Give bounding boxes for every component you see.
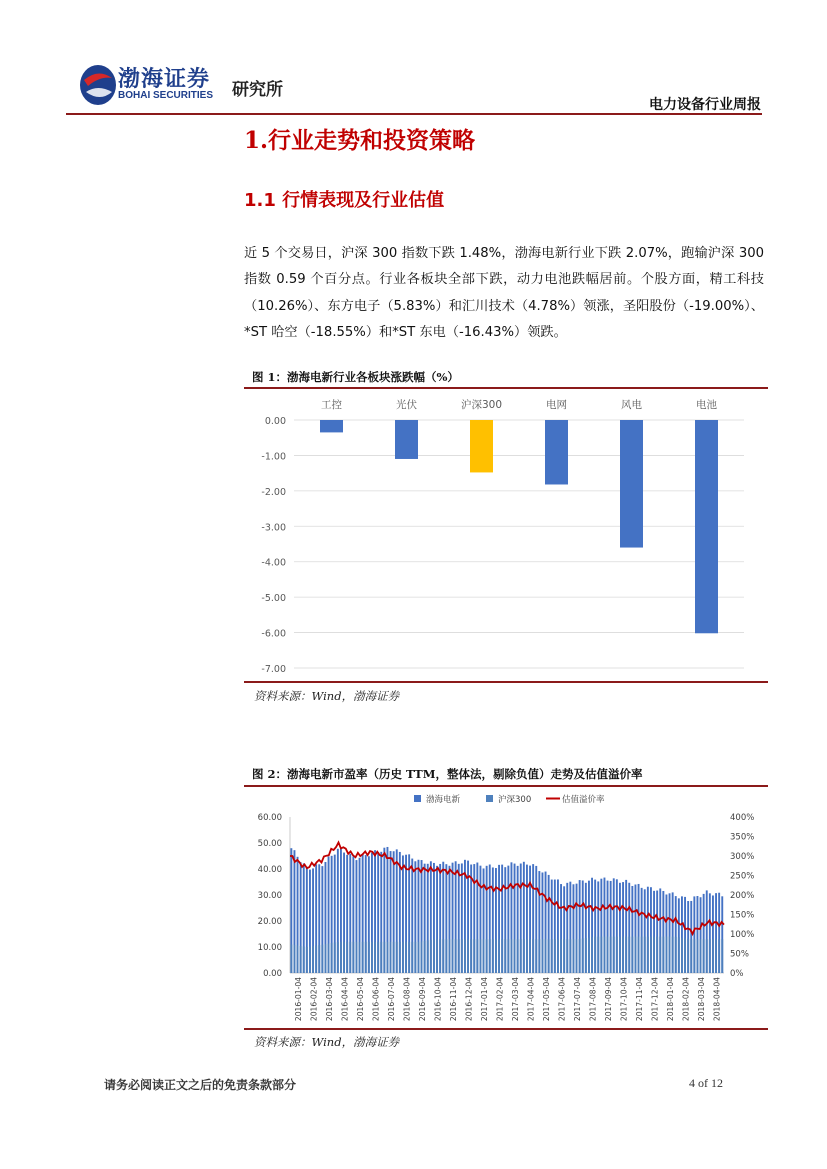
y-right-tick-label: 350%	[730, 832, 755, 843]
bar-hs300	[318, 945, 320, 973]
legend-label: 估值溢价率	[562, 795, 605, 805]
bar-hs300	[548, 939, 550, 973]
bar-hs300	[349, 942, 351, 973]
bar-hs300	[458, 939, 460, 973]
y-tick-label: -2.00	[261, 486, 286, 498]
x-tick-label: 2017-03-04	[510, 977, 520, 1022]
x-tick-label: 2016-07-04	[386, 977, 396, 1022]
bar-hs300	[365, 942, 367, 973]
bar-hs300	[442, 939, 444, 973]
section-heading: 1.行业走势和投资策略	[244, 127, 476, 154]
x-tick-label: 2016-11-04	[448, 977, 458, 1022]
bar-hs300	[362, 942, 364, 973]
bar-hs300	[597, 937, 599, 973]
x-tick-label: 2017-07-04	[572, 977, 582, 1022]
header-rule	[66, 113, 762, 115]
bar-hs300	[576, 939, 578, 973]
bar-hs300	[579, 939, 581, 973]
bar-hs300	[374, 942, 376, 973]
bar-hs300	[306, 947, 308, 973]
bar-hs300	[346, 942, 348, 973]
bar-hs300	[343, 942, 345, 973]
bar-hs300	[672, 937, 674, 973]
bar-沪深300	[470, 420, 493, 472]
bar-hs300	[690, 939, 692, 973]
bar-hs300	[700, 939, 702, 973]
bar-hs300	[517, 939, 519, 973]
bar-hs300	[427, 940, 429, 973]
bar-hs300	[418, 942, 420, 973]
bar-hs300	[359, 942, 361, 973]
x-tick-label: 2017-04-04	[526, 977, 536, 1022]
y-tick-label: -6.00	[261, 628, 286, 640]
category-label: 电网	[546, 399, 567, 411]
bar-hs300	[352, 942, 354, 973]
figure-1-bottom-rule	[244, 681, 768, 683]
x-tick-label: 2016-02-04	[309, 977, 319, 1022]
bar-hs300	[666, 937, 668, 973]
bar-hs300	[560, 939, 562, 973]
bar-hs300	[566, 939, 568, 973]
category-label: 风电	[621, 399, 642, 411]
legend-label: 沪深300	[498, 795, 532, 805]
bar-hs300	[594, 937, 596, 973]
bar-hs300	[538, 939, 540, 973]
bar-hs300	[411, 942, 413, 973]
institute-label: 研究所	[232, 80, 283, 100]
bar-hs300	[635, 937, 637, 973]
x-tick-label: 2017-02-04	[495, 977, 505, 1022]
bar-hs300	[613, 937, 615, 973]
bar-hs300	[452, 939, 454, 973]
bar-工控	[320, 420, 343, 432]
y-right-tick-label: 50%	[730, 949, 749, 960]
bar-hs300	[656, 937, 658, 973]
x-tick-label: 2017-08-04	[588, 977, 598, 1022]
bar-hs300	[383, 942, 385, 973]
bar-hs300	[551, 939, 553, 973]
bar-hs300	[371, 942, 373, 973]
bar-hs300	[607, 937, 609, 973]
bar-hs300	[650, 937, 652, 973]
bar-hs300	[312, 946, 314, 973]
bar-hs300	[498, 939, 500, 973]
bar-hs300	[297, 945, 299, 973]
x-tick-label: 2016-08-04	[402, 977, 412, 1022]
premium-line	[290, 842, 724, 934]
bar-hs300	[616, 937, 618, 973]
bar-电池	[695, 420, 718, 633]
subsection-heading: 1.1 行情表现及行业估值	[244, 190, 445, 211]
x-tick-label: 2017-10-04	[619, 977, 629, 1022]
figure-1-title: 图 1：渤海电新行业各板块涨跌幅（%）	[252, 370, 459, 384]
y-tick-label: -5.00	[261, 593, 286, 605]
bar-hs300	[414, 942, 416, 973]
bar-hs300	[662, 937, 664, 973]
bar-hs300	[569, 939, 571, 973]
x-tick-label: 2016-04-04	[340, 977, 350, 1022]
bar-hs300	[380, 942, 382, 973]
bar-hs300	[328, 944, 330, 973]
logo-text-cn: 渤海证券	[118, 67, 211, 92]
y-tick-label: -7.00	[261, 664, 286, 675]
bar-hs300	[628, 937, 630, 973]
bar-电网	[545, 420, 568, 484]
bar-hs300	[424, 941, 426, 973]
bar-hs300	[408, 942, 410, 973]
figure-2-bottom-rule	[244, 1028, 768, 1030]
y-tick-label: -4.00	[261, 557, 286, 569]
bar-hs300	[507, 939, 509, 973]
logo-text-en: BOHAI SECURITIES	[118, 90, 214, 101]
y-right-tick-label: 300%	[730, 852, 755, 862]
y-left-tick-label: 10.00	[257, 943, 282, 953]
bar-hs300	[377, 942, 379, 973]
page-number: 4 of 12	[689, 1076, 723, 1090]
bar-hs300	[325, 944, 327, 973]
bar-hs300	[532, 939, 534, 973]
bar-hs300	[563, 939, 565, 973]
bar-hs300	[706, 939, 708, 973]
y-right-tick-label: 250%	[730, 871, 755, 882]
bar-hs300	[368, 942, 370, 973]
bar-hs300	[387, 942, 389, 973]
bar-hs300	[390, 942, 392, 973]
figure-2-title: 图 2：渤海电新市盈率（历史 TTM，整体法，剔除负值）走势及估值溢价率	[252, 767, 643, 781]
bar-hs300	[693, 939, 695, 973]
bar-hs300	[545, 939, 547, 973]
y-left-tick-label: 40.00	[257, 865, 282, 875]
x-tick-label: 2017-06-04	[557, 977, 567, 1022]
bar-hs300	[582, 939, 584, 973]
bar-hs300	[321, 945, 323, 973]
bar-hs300	[585, 938, 587, 973]
x-tick-label: 2016-12-04	[464, 977, 474, 1022]
bar-hs300	[294, 945, 296, 973]
bar-hs300	[303, 946, 305, 973]
figure-1-source: 资料来源：Wind，渤海证券	[254, 689, 400, 703]
x-tick-label: 2016-06-04	[371, 977, 381, 1022]
x-tick-label: 2018-02-04	[681, 977, 691, 1022]
bar-hs300	[653, 937, 655, 973]
body-paragraph: 近 5 个交易日，沪深 300 指数下跌 1.48%，渤海电新行业下跌 2.07%，跑输沪深 300 指数 0.59 个百分点。行业各板块全部下跌，动力电池跌幅居前。个股方面，精工科技（10.26%）、东方电子（5.83%）和汇川技术（4.78%）领涨，圣阳股份（-19.00%）、*ST 哈空（-18.55%）和*ST 东电（-16.43%）领跌。	[244, 246, 764, 340]
bar-hs300	[445, 939, 447, 973]
x-tick-label: 2016-03-04	[324, 977, 334, 1022]
bar-hs300	[526, 939, 528, 973]
category-label: 工控	[321, 399, 342, 411]
bar-hs300	[523, 939, 525, 973]
x-tick-label: 2017-12-04	[650, 977, 660, 1022]
bar-hs300	[709, 939, 711, 973]
bar-光伏	[395, 420, 418, 459]
bar-hs300	[542, 939, 544, 973]
bar-hs300	[449, 939, 451, 973]
legend-swatch	[414, 795, 421, 802]
disclaimer-note: 请务必阅读正文之后的免责条款部分	[104, 1078, 297, 1092]
bar-hs300	[588, 938, 590, 973]
bar-hs300	[644, 937, 646, 973]
bar-hs300	[625, 937, 627, 973]
bar-hs300	[470, 939, 472, 973]
x-tick-label: 2017-01-04	[479, 977, 489, 1022]
legend-label: 渤海电新	[426, 795, 461, 805]
bar-hs300	[554, 939, 556, 973]
bar-hs300	[473, 939, 475, 973]
bar-hs300	[405, 942, 407, 973]
bar-hs300	[675, 937, 677, 973]
bar-hs300	[300, 946, 302, 973]
bar-hs300	[501, 939, 503, 973]
x-tick-label: 2016-01-04	[293, 977, 303, 1022]
bar-hs300	[687, 939, 689, 973]
x-tick-label: 2016-10-04	[433, 977, 443, 1022]
bar-hs300	[511, 939, 513, 973]
category-label: 沪深300	[460, 399, 503, 411]
bar-hs300	[464, 939, 466, 973]
bohai-logo	[78, 62, 118, 108]
bar-hs300	[684, 938, 686, 973]
y-left-tick-label: 20.00	[257, 917, 282, 927]
bar-hs300	[290, 944, 292, 973]
bar-hs300	[678, 937, 680, 973]
bar-风电	[620, 420, 643, 548]
x-tick-label: 2017-09-04	[603, 977, 613, 1022]
bar-hs300	[436, 939, 438, 973]
y-right-tick-label: 400%	[730, 813, 755, 823]
bar-hs300	[337, 942, 339, 973]
bar-hs300	[455, 939, 457, 973]
bar-hs300	[402, 942, 404, 973]
y-tick-label: 0.00	[264, 416, 286, 427]
x-tick-label: 2017-05-04	[541, 977, 551, 1022]
bar-hs300	[573, 939, 575, 973]
y-right-tick-label: 100%	[730, 930, 755, 940]
bar-hs300	[712, 939, 714, 973]
bar-hs300	[721, 939, 723, 973]
x-tick-label: 2017-11-04	[634, 977, 644, 1022]
bar-hs300	[591, 937, 593, 973]
y-right-tick-label: 0%	[730, 969, 744, 979]
category-label: 光伏	[396, 399, 417, 411]
x-tick-label: 2018-03-04	[696, 977, 706, 1022]
bar-hs300	[703, 939, 705, 973]
bar-hs300	[631, 937, 633, 973]
bar-hs300	[396, 942, 398, 973]
bar-hs300	[399, 942, 401, 973]
bar-hs300	[718, 939, 720, 973]
bar-hs300	[476, 939, 478, 973]
x-tick-label: 2018-04-04	[712, 977, 722, 1022]
bar-hs300	[647, 937, 649, 973]
bar-hs300	[557, 939, 559, 973]
y-right-tick-label: 150%	[730, 910, 755, 921]
y-left-tick-label: 30.00	[257, 891, 282, 901]
bar-hs300	[315, 946, 317, 973]
bar-hs300	[619, 937, 621, 973]
bar-hs300	[514, 939, 516, 973]
x-tick-label: 2018-01-04	[665, 977, 675, 1022]
y-tick-label: -3.00	[261, 522, 286, 534]
bar-hs300	[504, 939, 506, 973]
bar-hs300	[421, 941, 423, 973]
bar-hs300	[309, 947, 311, 973]
bar-hs300	[483, 939, 485, 973]
y-left-tick-label: 50.00	[257, 839, 282, 849]
bar-hs300	[489, 939, 491, 973]
figure-2-source: 资料来源：Wind，渤海证券	[254, 1035, 400, 1049]
y-tick-label: -1.00	[261, 451, 286, 463]
bar-hs300	[467, 939, 469, 973]
y-left-tick-label: 0.00	[263, 969, 282, 979]
bar-hs300	[356, 942, 358, 973]
bar-hs300	[393, 942, 395, 973]
bar-hs300	[604, 937, 606, 973]
bar-hs300	[492, 939, 494, 973]
bar-hs300	[331, 943, 333, 973]
legend-swatch	[486, 795, 493, 802]
bar-hs300	[535, 939, 537, 973]
sector-change-chart	[244, 389, 768, 680]
bar-hs300	[439, 939, 441, 973]
bar-hs300	[495, 939, 497, 973]
bar-hs300	[622, 937, 624, 973]
bar-hs300	[340, 942, 342, 973]
x-tick-label: 2016-09-04	[417, 977, 427, 1022]
bar-hs300	[430, 940, 432, 973]
bar-hs300	[641, 937, 643, 973]
bar-hs300	[681, 938, 683, 973]
bar-hs300	[610, 937, 612, 973]
bar-hs300	[529, 939, 531, 973]
bar-hs300	[520, 939, 522, 973]
pe-trend-chart	[244, 787, 768, 1027]
bar-hs300	[697, 939, 699, 973]
y-left-tick-label: 60.00	[257, 813, 282, 823]
category-label: 电池	[696, 399, 717, 411]
bar-hs300	[433, 939, 435, 973]
report-type: 电力设备行业周报	[649, 97, 761, 113]
bar-hs300	[638, 937, 640, 973]
x-tick-label: 2016-05-04	[355, 977, 365, 1022]
bar-hs300	[486, 939, 488, 973]
bar-hs300	[669, 937, 671, 973]
bar-hs300	[334, 943, 336, 973]
y-right-tick-label: 200%	[730, 891, 755, 901]
bar-hs300	[715, 939, 717, 973]
bar-hs300	[461, 939, 463, 973]
bar-hs300	[600, 937, 602, 973]
bar-hs300	[659, 937, 661, 973]
bar-hs300	[480, 939, 482, 973]
